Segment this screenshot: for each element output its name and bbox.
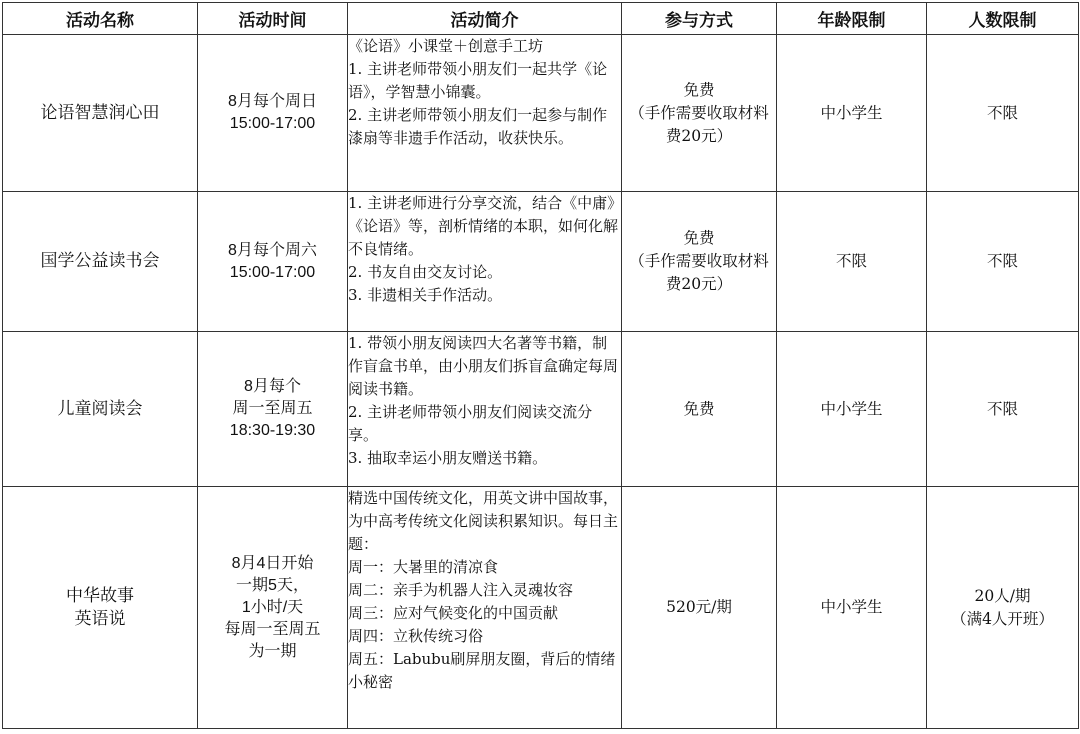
header-activity-description: 活动简介 (348, 3, 622, 35)
age-limit-cell: 中小学生 (777, 35, 927, 192)
activity-name: 中华故事 (66, 585, 134, 606)
time-line: 每周一至周五 (224, 620, 321, 638)
activity-time-cell (198, 332, 348, 487)
age-limit-cell: 中小学生 (777, 332, 927, 487)
header-participation: 参与方式 (622, 3, 777, 35)
activity-time-cell (198, 192, 348, 332)
headcount-line: 不限 (986, 252, 1018, 270)
description-line: 2. 主讲老师带领小朋友们阅读交流分享。 (348, 403, 593, 444)
header-activity-name: 活动名称 (3, 3, 198, 35)
headcount-line: （满4人开班） (951, 609, 1054, 628)
description-line: 精选中国传统文化，用英文讲中国故事，为中高考传统文化阅读积累知识。每日主题： (348, 489, 619, 553)
header-headcount-limit: 人数限制 (927, 3, 1079, 35)
activity-name: 英语说 (74, 608, 126, 629)
participation-line: （手作需要收取材料费20元） (629, 103, 769, 145)
time-line: 15:00-17:00 (229, 263, 316, 281)
description-line: 3. 非遗相关手作活动。 (348, 286, 503, 304)
activity-name-cell (3, 487, 198, 729)
description-line: 2. 主讲老师带领小朋友们一起参与制作漆扇等非遗手作活动，收获快乐。 (348, 106, 608, 147)
participation-cell (622, 332, 777, 487)
headcount-limit-cell (927, 332, 1079, 487)
participation-line: 免费 (683, 80, 715, 99)
header-row (3, 3, 1079, 35)
time-line: 8月4日开始 (231, 554, 314, 572)
header-age-limit: 年龄限制 (777, 3, 927, 35)
participation-line: 免费 (683, 229, 715, 247)
activity-name-cell (3, 35, 198, 192)
description-line: 1. 主讲老师进行分享交流，结合《中庸》《论语》等，剖析情绪的本职，如何化解不良情绪。 (348, 194, 619, 258)
activity-description-cell (348, 192, 622, 332)
table-row (3, 35, 1079, 192)
description-line: 周一：大暑里的清凉食 (348, 558, 499, 576)
headcount-limit-cell (927, 487, 1079, 729)
activity-name: 论语智慧润心田 (40, 102, 160, 123)
age-limit-cell: 中小学生 (777, 487, 927, 729)
activity-time-cell (198, 487, 348, 729)
activity-name: 国学公益读书会 (40, 251, 160, 271)
table-row (3, 487, 1079, 729)
activity-name-cell (3, 332, 198, 487)
activity-time-cell (198, 35, 348, 192)
activity-description-cell (348, 332, 622, 487)
time-line: 一期5天， (236, 576, 309, 594)
time-line: 8月每个 (244, 378, 301, 395)
description-line: 1. 带领小朋友阅读四大名著等书籍，制作盲盒书单，由小朋友们拆盲盒确定每周阅读书籍。 (348, 334, 619, 398)
time-line: 8月每个周六 (228, 241, 317, 259)
participation-line: 520元/期 (666, 598, 732, 616)
participation-cell (622, 192, 777, 332)
description-line: 周五：Labubu刷屏朋友圈，背后的情绪小秘密 (348, 650, 616, 691)
description-line: 3. 抽取幸运小朋友赠送书籍。 (348, 449, 548, 467)
participation-line: 免费 (683, 399, 715, 418)
activity-description-cell (348, 35, 622, 192)
activity-description-cell (348, 487, 622, 729)
participation-line: （手作需要收取材料费20元） (629, 252, 769, 293)
headcount-line: 不限 (986, 399, 1018, 418)
activity-name-cell (3, 192, 198, 332)
headcount-limit-cell (927, 35, 1079, 192)
headcount-line: 20人/期 (974, 586, 1031, 605)
description-line: 1. 主讲老师带领小朋友们一起共学《论语》，学智慧小锦囊。 (348, 60, 608, 101)
description-line: 2. 书友自由交友讨论。 (348, 263, 503, 281)
table-row (3, 332, 1079, 487)
table-row (3, 192, 1079, 332)
activity-schedule-table (2, 2, 1079, 729)
time-line: 1小时/天 (241, 598, 304, 616)
description-line: 周三：应对气候变化的中国贡献 (348, 604, 559, 622)
age-limit-cell: 不限 (777, 192, 927, 332)
headcount-limit-cell (927, 192, 1079, 332)
time-line: 为一期 (248, 642, 297, 660)
participation-cell (622, 487, 777, 729)
headcount-line: 不限 (986, 103, 1018, 122)
header-activity-time: 活动时间 (198, 3, 348, 35)
description-line: 《论语》小课堂＋创意手工坊 (348, 37, 544, 55)
time-line: 周一至周五 (232, 400, 313, 417)
description-line: 周二：亲手为机器人注入灵魂妆容 (348, 581, 574, 599)
activity-name: 儿童阅读会 (57, 398, 143, 419)
description-line: 周四：立秋传统习俗 (348, 627, 484, 645)
time-line: 8月每个周日 (228, 93, 317, 110)
time-line: 15:00-17:00 (229, 115, 316, 132)
time-line: 18:30-19:30 (229, 422, 316, 439)
participation-cell (622, 35, 777, 192)
